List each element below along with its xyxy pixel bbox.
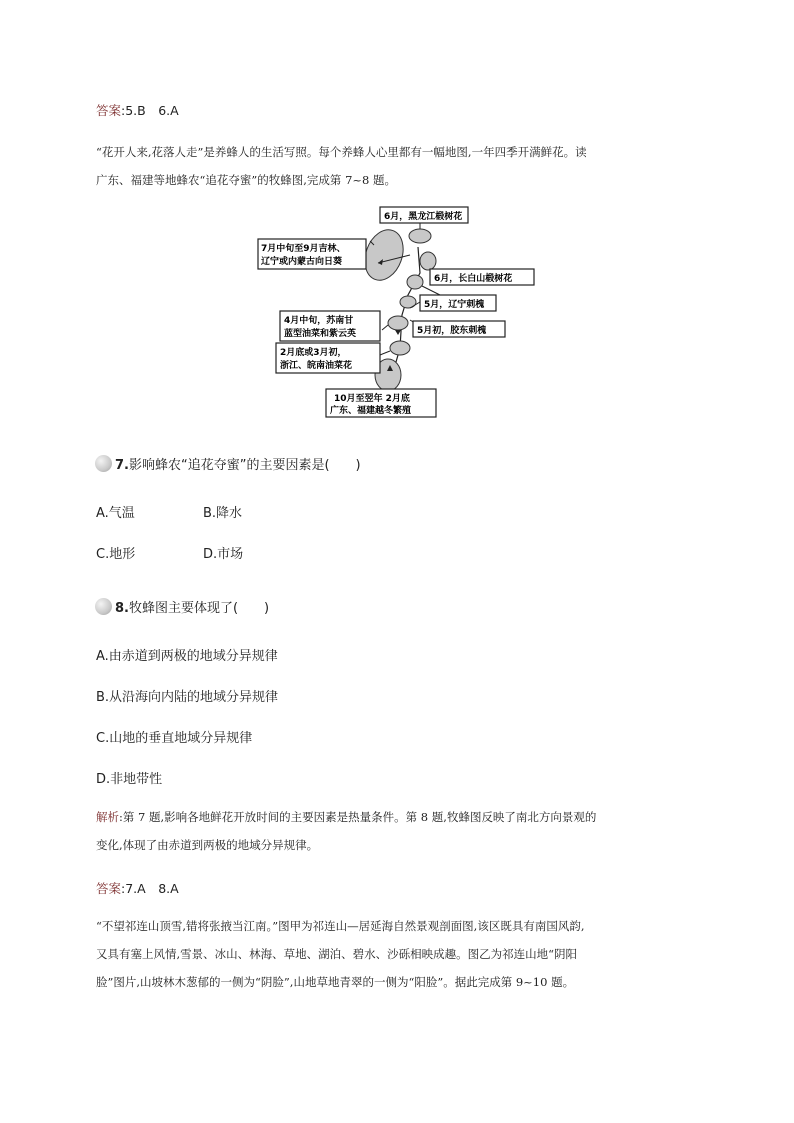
analysis-text: :第 7 题,影响各地鲜花开放时间的主要因素是热量条件。第 8 题,牧蜂图反映了南北方向景观的 [119, 810, 597, 824]
leader-line [422, 286, 440, 295]
bee-migration-map [250, 205, 550, 420]
intro-paragraph [96, 138, 706, 194]
map-label-guangdong-2: 广东、福建越冬繁殖 [330, 406, 412, 416]
answer-5-6 [96, 101, 179, 119]
q7-option-d[interactable]: D.市场 [203, 547, 244, 562]
question-bullet-icon [95, 598, 112, 615]
question-number: 8. [115, 601, 129, 616]
jiaodong-area [407, 275, 423, 289]
leader-line [382, 325, 388, 330]
analysis-line-1 [96, 803, 706, 831]
answer-7-8 [96, 879, 179, 897]
q7-option-b[interactable]: B.降水 [203, 506, 243, 521]
intro2-paragraph [96, 912, 706, 996]
q8-option-c[interactable]: C.山地的垂直地域分异规律 [96, 731, 253, 746]
intro-line-2: 广东、福建等地蜂农“追花夺蜜”的牧蜂图,完成第 7~8 题。 [96, 173, 396, 187]
arrow-head [395, 330, 401, 335]
map-label-sunan-2: 蓝型油菜和紫云英 [284, 329, 357, 339]
answer-label: 答案 [96, 103, 122, 118]
map-label-jiaodong: 5月初，胶东刺槐 [417, 326, 487, 336]
answer-text: :5.B 6.A [121, 103, 179, 118]
intro2-line-3: 脸”图片,山坡林木葱郁的一侧为“阴脸”,山地草地青翠的一侧为“阳脸”。据此完成第 9~10 题。 [96, 975, 575, 989]
sunan-area [388, 316, 408, 330]
intro2-line-1: “不望祁连山顶雪,错将张掖当江南。”图甲为祁连山—居延海自然景观剖面图,该区既具有南国风韵, [96, 919, 585, 933]
intro-line-1: “花开人来,花落人走”是养蜂人的生活写照。每个养蜂人心里都有一幅地图,一年四季开满鲜花。读 [96, 145, 587, 159]
question-7 [95, 454, 361, 474]
map-label-zhejiang-2: 浙江、皖南油菜花 [280, 361, 353, 371]
question-number: 7. [115, 458, 129, 473]
answer-label: 答案 [96, 881, 122, 896]
q8-option-d[interactable]: D.非地带性 [96, 772, 163, 787]
map-label-jilin-1: 7月中旬至9月吉林、 [261, 244, 346, 254]
map-label-liaoning: 5月，辽宁刺槐 [424, 300, 485, 310]
q7-option-c[interactable]: C.地形 [96, 547, 136, 562]
leader-line [380, 351, 390, 355]
analysis-paragraph [96, 803, 706, 859]
question-text: 影响蜂农“追花夺蜜”的主要因素是( ) [128, 458, 361, 473]
map-label-heilongjiang: 6月，黑龙江椴树花 [384, 212, 463, 222]
question-text: 牧蜂图主要体现了( ) [128, 601, 270, 616]
question-bullet-icon [95, 455, 112, 472]
q8-option-a[interactable]: A.由赤道到两极的地域分异规律 [96, 649, 278, 664]
map-label-changbaishan: 6月，长白山椴树花 [434, 274, 513, 284]
analysis-label: 解析 [96, 810, 119, 824]
map-label-jilin-2: 辽宁或内蒙古向日葵 [261, 257, 343, 267]
q8-option-b[interactable]: B.从沿海向内陆的地域分异规律 [96, 690, 279, 705]
heilongjiang-area [409, 229, 431, 243]
q7-option-a[interactable]: A.气温 [96, 506, 135, 521]
zhejiang-area [390, 341, 410, 355]
map-label-guangdong-1: 10月至翌年 2月底 [334, 394, 410, 404]
question-8 [95, 597, 269, 617]
intro2-line-2: 又具有塞上风情,雪景、冰山、林海、草地、湖泊、碧水、沙砾相映成趣。图乙为祁连山地“阴阳 [96, 947, 578, 961]
analysis-line-2: 变化,体现了由赤道到两极的地域分异规律。 [96, 838, 319, 852]
map-label-sunan-1: 4月中旬，苏南甘 [284, 316, 354, 326]
map-label-zhejiang-1: 2月底或3月初， [280, 348, 347, 358]
changbaishan-area [420, 252, 436, 270]
answer-text: :7.A 8.A [121, 881, 179, 896]
